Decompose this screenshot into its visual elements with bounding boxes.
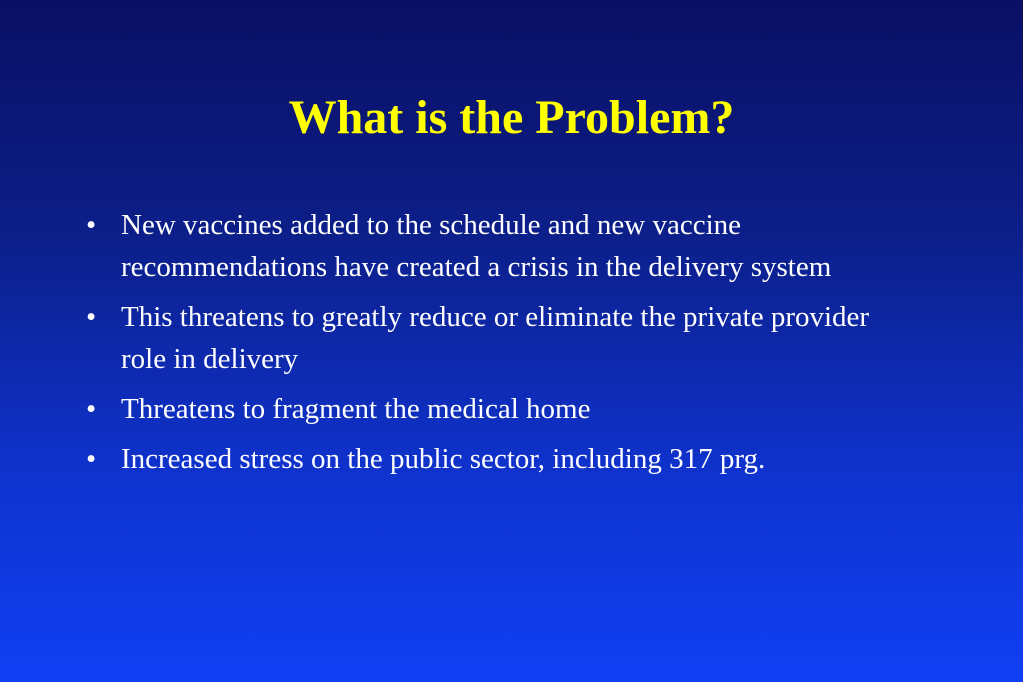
bullet-text: New vaccines added to the schedule and new vaccine recommendations have created a crisis in the delivery system bbox=[121, 209, 832, 283]
bullet-item bbox=[86, 296, 916, 380]
bullet-item bbox=[86, 388, 916, 430]
bullet-point-icon: • bbox=[86, 301, 97, 333]
bullet-item bbox=[86, 438, 916, 480]
slide-title: What is the Problem? bbox=[288, 91, 735, 144]
bullet-point-icon: • bbox=[86, 443, 97, 475]
bullet-list bbox=[86, 204, 916, 488]
bullet-text: Increased stress on the public sector, including 317 prg. bbox=[121, 443, 766, 475]
bullet-text: Threatens to fragment the medical home bbox=[121, 393, 591, 425]
bullet-point-icon: • bbox=[86, 393, 97, 425]
bullet-text: This threatens to greatly reduce or eliminate the private provider role in delivery bbox=[121, 301, 870, 375]
bullet-item bbox=[86, 204, 916, 288]
bullet-point-icon: • bbox=[86, 209, 97, 241]
